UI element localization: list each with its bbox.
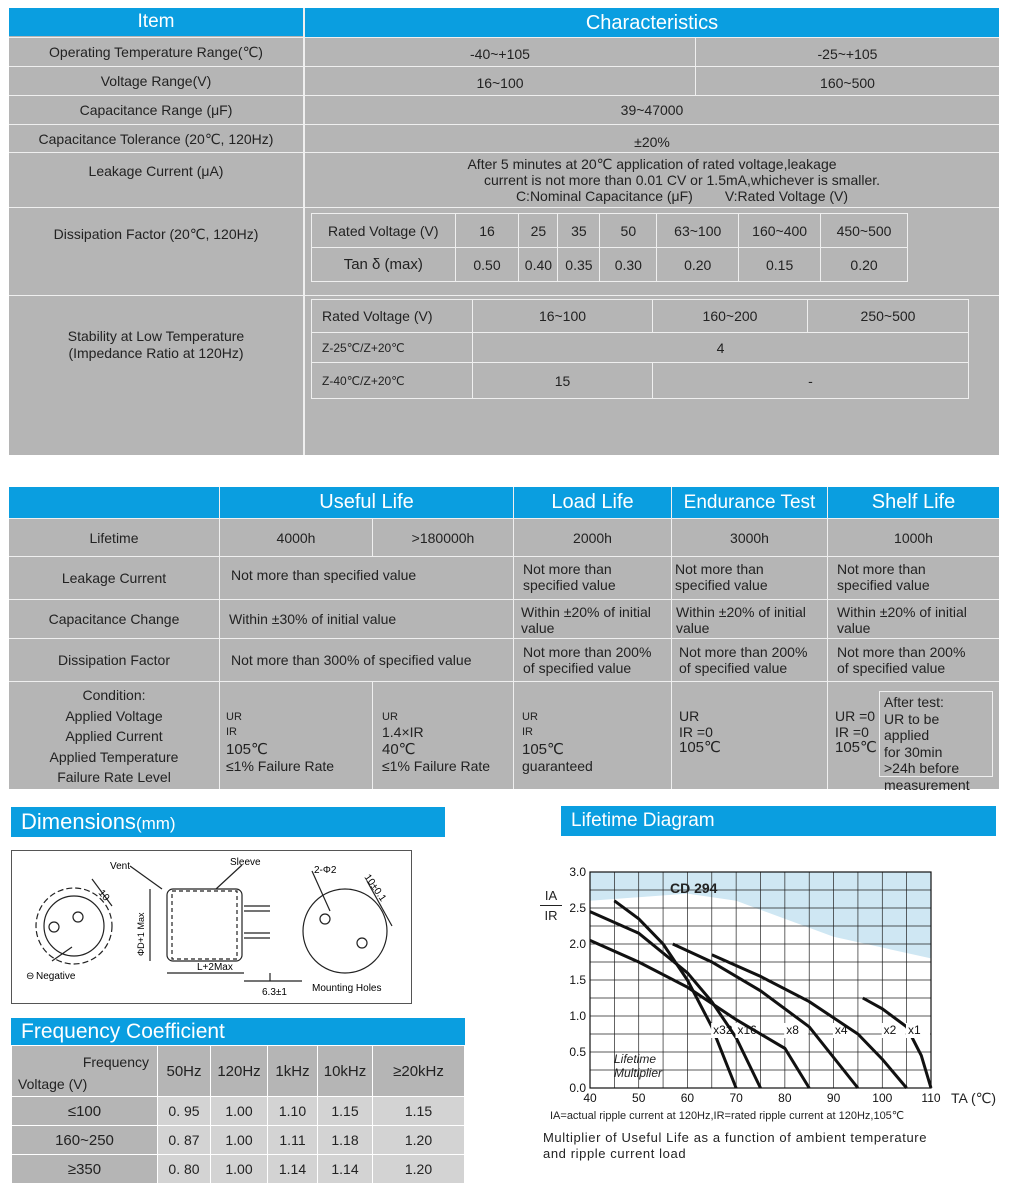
op-temp-b: -25~+105 — [817, 46, 878, 62]
x-tick-label: 100 — [872, 1091, 893, 1105]
phi-label: ΦD+1 Max — [136, 912, 146, 956]
cap-tol-val: ±20% — [634, 134, 670, 150]
leak-value — [305, 156, 999, 204]
df-end-line: of specified value — [679, 660, 788, 676]
voltage-a: 16~100 — [476, 75, 524, 91]
voltage-b: 160~500 — [820, 75, 875, 91]
freq-value: 1.15 — [373, 1097, 465, 1126]
cond-col5 — [835, 708, 877, 756]
lt-voltage: 16~100 — [473, 300, 653, 333]
cond-col4 — [679, 708, 721, 756]
freq-voltage: ≤100 — [12, 1097, 158, 1126]
capch-endurance — [676, 604, 806, 636]
df-voltage: 50 — [600, 214, 657, 248]
df-rated-label: Rated Voltage (V) — [312, 214, 456, 248]
cond-val: 105℃ — [522, 741, 564, 758]
y-tick-label: 0.5 — [569, 1045, 586, 1059]
life-header-load: Load Life — [514, 487, 671, 518]
shelf-note-line: After test: — [884, 694, 944, 710]
multiplier-line: Lifetime — [614, 1052, 657, 1066]
lt-z25-val: 4 — [473, 333, 969, 363]
lt-voltage: 250~500 — [808, 300, 969, 333]
lt-table — [311, 299, 969, 399]
x-tick-label: 60 — [680, 1091, 695, 1105]
leak-shelf-line: Not more than — [837, 561, 926, 577]
capch-shelf-line: Within ±20% of initial — [837, 604, 967, 620]
df-shelf-line: Not more than 200% — [837, 644, 966, 660]
chart-footnote: IA=actual ripple current at 120Hz,IR=rated ripple current at 120Hz,105℃ — [550, 1110, 905, 1122]
freq-voltage: 160~250 — [12, 1126, 158, 1155]
lt-rated-label: Rated Voltage (V) — [312, 300, 473, 333]
leak-end-line: specified value — [675, 577, 768, 593]
lifetime-value: 1000h — [894, 529, 933, 546]
shelf-note — [879, 691, 993, 793]
lifetime-label: Lifetime — [89, 529, 139, 546]
df-tan: 0.50 — [455, 248, 519, 282]
freq-corner-bottom: Voltage (V) — [18, 1076, 88, 1092]
capch-load-line: Within ±20% of initial — [521, 604, 651, 620]
capch-load — [521, 604, 651, 636]
cap-tol-label: Capacitance Tolerance (20℃, 120Hz) — [38, 130, 274, 147]
leak-line — [305, 188, 999, 204]
capch-end-line: Within ±20% of initial — [676, 604, 806, 620]
multiplier-label — [614, 1052, 662, 1080]
cond-val: 105℃ — [835, 739, 877, 756]
cond-label: Applied Voltage — [65, 707, 163, 724]
series-label: x8 — [786, 1023, 799, 1037]
dimension-svg — [12, 851, 413, 1005]
chart-xlabel: TA (℃) — [951, 1090, 997, 1106]
freq-row — [12, 1097, 465, 1126]
df-tan: 0.15 — [739, 248, 821, 282]
leak-end-line: Not more than — [675, 561, 764, 577]
cond-val: 40℃ — [382, 741, 416, 758]
cond-val: UR — [522, 711, 538, 723]
cond-val: UR — [679, 708, 700, 724]
df-voltage: 450~500 — [821, 214, 908, 248]
ylabel-top: IA — [540, 888, 562, 906]
lt-z25-label: Z-25℃/Z+20℃ — [312, 333, 473, 363]
freq-corner-top: Frequency — [82, 1054, 149, 1070]
cond-val: ≤1% Failure Rate — [382, 758, 491, 774]
lt-label-line: (Impedance Ratio at 120Hz) — [68, 345, 244, 361]
spec-header-characteristics: Characteristics — [305, 8, 999, 38]
leak-load — [523, 561, 616, 593]
capch-label: Capacitance Change — [48, 611, 180, 627]
freq-header: 50Hz — [158, 1046, 211, 1097]
frequency-table — [11, 1045, 465, 1184]
caption-line: Multiplier of Useful Life as a function of ambient temperature — [543, 1130, 928, 1145]
cap-range-label: Capacitance Range (μF) — [79, 102, 233, 118]
dimensions-title-text: Dimensions — [21, 809, 136, 834]
y-tick-label: 3.0 — [569, 865, 586, 879]
series-label: x2 — [883, 1023, 897, 1037]
df-end-line: Not more than 200% — [679, 644, 808, 660]
holes-label: 2-Φ2 — [314, 865, 337, 876]
lt-label — [9, 328, 303, 362]
sleeve-label: Sleeve — [230, 857, 261, 868]
cond-val: 105℃ — [679, 739, 721, 756]
cond-val: IR =0 — [835, 724, 869, 740]
lifetime-chart — [536, 858, 996, 1118]
lt-voltage: 160~200 — [653, 300, 808, 333]
y-tick-label: 2.0 — [569, 937, 586, 951]
y-tick-label: 1.0 — [569, 1009, 586, 1023]
df-load-line: Not more than 200% — [523, 644, 652, 660]
cap-range-val: 39~47000 — [620, 102, 684, 118]
cond-labels — [9, 685, 219, 788]
ten-label: 10 — [95, 887, 112, 904]
freq-header: 120Hz — [211, 1046, 268, 1097]
series-label: x1 — [908, 1023, 921, 1037]
cond-col1 — [226, 710, 334, 774]
mounting-label: Mounting Holes — [312, 983, 382, 994]
freq-value: 1.00 — [211, 1126, 268, 1155]
chart-caption — [543, 1130, 998, 1162]
capch-load-line: value — [521, 620, 555, 636]
x-tick-label: 40 — [583, 1091, 597, 1105]
freq-header: ≥20kHz — [373, 1046, 465, 1097]
x-tick-label: 50 — [632, 1091, 646, 1105]
freq-value: 1.15 — [318, 1097, 373, 1126]
freq-value: 1.20 — [373, 1155, 465, 1184]
shelf-note-line: for 30min — [884, 743, 943, 760]
cond-val: IR — [522, 726, 533, 738]
caption-line: and ripple current load — [543, 1146, 687, 1161]
freq-voltage: ≥350 — [12, 1155, 158, 1184]
freq-row — [12, 1126, 465, 1155]
shelf-note-line: UR to be applied — [884, 710, 940, 743]
dimension-drawing — [11, 850, 412, 1004]
freq-value: 0. 80 — [158, 1155, 211, 1184]
cond-col2 — [382, 710, 490, 774]
capch-shelf-line: value — [837, 620, 871, 636]
leak-c-def: C:Nominal Capacitance (μF) — [515, 188, 693, 204]
chart-series-label: CD 294 — [670, 880, 718, 896]
series-label: x32 — [713, 1023, 733, 1037]
dimensions-title — [11, 807, 445, 837]
df-load — [523, 644, 651, 676]
divider — [9, 681, 999, 682]
shelf-note-line: measurement — [884, 776, 970, 793]
series-label: x4 — [834, 1023, 848, 1037]
leak-load-line: Not more than — [523, 561, 612, 577]
series-label: x16 — [737, 1023, 757, 1037]
leak-shelf — [837, 561, 930, 593]
leak-useful: Not more than specified value — [231, 567, 417, 583]
life-header-shelf: Shelf Life — [828, 487, 999, 518]
lt-z40-a: 15 — [473, 363, 653, 399]
divider — [9, 295, 999, 296]
cond-val: IR — [226, 726, 237, 738]
lt-z40-label: Z-40℃/Z+20℃ — [312, 363, 473, 399]
cond-col3 — [522, 710, 593, 774]
cond-label: Applied Current — [65, 728, 163, 744]
spec-header-item: Item — [9, 8, 303, 36]
x-tick-label: 70 — [729, 1091, 743, 1105]
y-tick-label: 1.5 — [569, 973, 586, 987]
df-table — [311, 213, 908, 282]
y-tick-label: 0.0 — [569, 1081, 586, 1095]
df-voltage: 63~100 — [657, 214, 739, 248]
x-tick-label: 90 — [826, 1091, 841, 1105]
cond-val: UR — [382, 711, 398, 723]
life-header-useful: Useful Life — [220, 487, 513, 518]
cond-val: guaranteed — [522, 758, 593, 774]
chart-ylabel — [540, 888, 562, 923]
ylabel-bottom: IR — [544, 908, 558, 923]
freq-value: 0. 87 — [158, 1126, 211, 1155]
leak-line: After 5 minutes at 20℃ application of rated voltage,leakage — [467, 156, 837, 172]
op-temp-label: Operating Temperature Range(℃) — [49, 44, 263, 60]
x-tick-label: 80 — [778, 1091, 792, 1105]
df-load-line: of specified value — [523, 660, 632, 676]
capch-useful: Within ±30% of initial value — [229, 611, 397, 627]
lifetime-value: 3000h — [730, 529, 769, 546]
leak-line: current is not more than 0.01 CV or 1.5mA,whichever is smaller. — [483, 172, 881, 188]
cond-val: UR =0 — [835, 708, 876, 724]
lifetime-value: >180000h — [411, 529, 475, 546]
pitch-label: 6.3±1 — [262, 987, 287, 998]
df-endurance — [679, 644, 807, 676]
freq-value: 1.14 — [268, 1155, 318, 1184]
voltage-label: Voltage Range(V) — [100, 73, 212, 89]
freq-value: 1.00 — [211, 1155, 268, 1184]
freq-value: 1.11 — [268, 1126, 318, 1155]
dimensions-title-unit: (mm) — [135, 814, 176, 833]
cond-val: IR =0 — [679, 724, 713, 740]
df-voltage: 25 — [519, 214, 558, 248]
freq-header: 10kHz — [318, 1046, 373, 1097]
leak-life-label: Leakage Current — [61, 570, 167, 586]
lt-z40-b: - — [653, 363, 969, 399]
frequency-title: Frequency Coefficient — [11, 1018, 465, 1045]
freq-corner — [12, 1046, 158, 1097]
cond-label: Condition: — [82, 687, 146, 703]
freq-row — [12, 1155, 465, 1184]
df-voltage: 35 — [558, 214, 600, 248]
df-voltage: 16 — [455, 214, 519, 248]
lifetime-title: Lifetime Diagram — [561, 806, 996, 836]
df-tan: 0.40 — [519, 248, 558, 282]
vent-label: Vent — [110, 861, 131, 872]
df-label: Dissipation Factor (20℃, 120Hz) — [53, 226, 259, 242]
freq-value: 1.18 — [318, 1126, 373, 1155]
leak-shelf-line: specified value — [837, 577, 930, 593]
negative-symbol: ⊖ — [26, 971, 35, 982]
cond-label: Failure Rate Level — [57, 769, 171, 785]
tenpm-label: 10±0.1 — [361, 872, 389, 904]
cond-val: ≤1% Failure Rate — [226, 758, 335, 774]
df-voltage: 160~400 — [739, 214, 821, 248]
df-tan: 0.35 — [558, 248, 600, 282]
df-useful: Not more than 300% of specified value — [231, 652, 472, 668]
df-life-label: Dissipation Factor — [57, 652, 171, 668]
freq-value: 1.20 — [373, 1126, 465, 1155]
cond-val: 1.4×IR — [382, 724, 424, 740]
df-tan: 0.20 — [821, 248, 908, 282]
freq-value: 1.14 — [318, 1155, 373, 1184]
lifetime-value: 4000h — [276, 529, 316, 546]
life-header-spacer — [9, 487, 219, 518]
freq-value: 0. 95 — [158, 1097, 211, 1126]
leak-label: Leakage Current (μA) — [88, 163, 224, 179]
freq-value: 1.00 — [211, 1097, 268, 1126]
y-tick-label: 2.5 — [569, 901, 586, 915]
lmax-label: L+2Max — [197, 962, 233, 973]
df-shelf-line: of specified value — [837, 660, 946, 676]
df-tan-label: Tan δ (max) — [312, 248, 456, 282]
leak-endurance — [675, 561, 768, 593]
negative-label: Negative — [36, 971, 76, 982]
divider — [372, 681, 373, 789]
x-tick-label: 110 — [921, 1091, 941, 1105]
life-header-endurance: Endurance Test — [672, 487, 827, 518]
df-tan: 0.30 — [600, 248, 657, 282]
df-tan: 0.20 — [657, 248, 739, 282]
freq-value: 1.10 — [268, 1097, 318, 1126]
lt-label-line: Stability at Low Temperature — [67, 328, 245, 344]
freq-header: 1kHz — [268, 1046, 318, 1097]
leak-load-line: specified value — [523, 577, 616, 593]
capch-end-line: value — [676, 620, 710, 636]
shelf-note-line: >24h before — [884, 760, 960, 776]
capch-shelf — [837, 604, 967, 636]
op-temp-a: -40~+105 — [470, 46, 530, 62]
multiplier-line: Multiplier — [614, 1066, 663, 1080]
df-shelf — [837, 644, 965, 676]
cond-val: UR — [226, 711, 242, 723]
cond-val: 105℃ — [226, 741, 268, 758]
cond-label: Applied Temperature — [49, 748, 179, 765]
lifetime-value: 2000h — [573, 529, 612, 546]
leak-v-def: V:Rated Voltage (V) — [724, 188, 849, 204]
